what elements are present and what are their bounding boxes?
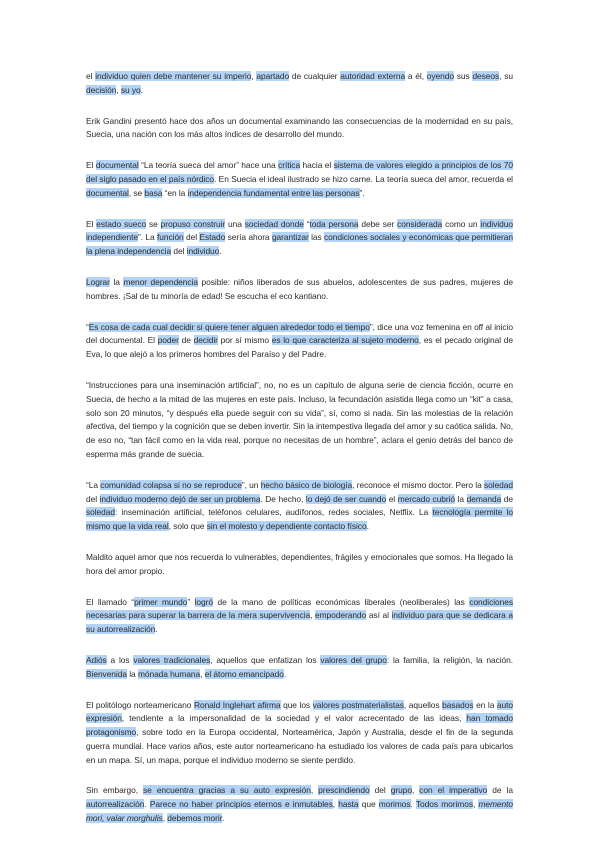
highlighted-text: sociedad donde	[244, 218, 304, 229]
text-segment: Sin embargo,	[86, 785, 144, 796]
highlighted-text: han tomado protagonismo	[86, 713, 513, 738]
highlighted-text: individuo independiente	[86, 218, 513, 243]
highlighted-text: individuo	[186, 246, 220, 257]
text-segment: ,	[162, 813, 168, 824]
highlighted-text: empoderando	[315, 610, 367, 621]
text-segment: Erik Gandini presentó hace dos años un documental examinando las consecuencias de la modernidad en su país, Suecia, una nación con los más altos índices de desarrollo del mundo.	[86, 115, 513, 140]
text-segment: de cualquier	[289, 71, 341, 81]
text-segment: “Instrucciones para una inseminación artificial”, no, no es un capítulo de alguna serie de ciencia ficción, ocurre en Suecia, de hecho a la mitad de las mujeres en este país. Incluso, la fecundación asistida llega como un “kit” a casa, solo son 20 minutos, “y después ella puede seguir con su vida”, sí, como si nada. Sin las molestias de la relación afectiva, del tiempo y la cognición que se deben invertir. Sin la intempestiva llegada del amor y su caótica salida. No, de eso no, “tan fácil como en la vida real, porque no necesitas de un hombre”, aclara el genio detrás del banco de esperma más grande de suecia.	[86, 379, 513, 459]
highlighted-text: valores postmaterialistas	[312, 699, 404, 710]
text-segment: ,	[472, 799, 479, 810]
text-segment: El	[86, 160, 96, 171]
highlighted-text: autoridad externa	[340, 71, 406, 81]
highlighted-text: decisión	[86, 84, 117, 95]
text-segment: , aquellos	[403, 699, 443, 710]
text-segment: que	[358, 799, 379, 810]
text-segment: del	[86, 493, 100, 504]
highlighted-text: propuso construir	[160, 218, 226, 229]
text-segment: .	[155, 624, 158, 635]
text-segment: .	[366, 521, 369, 532]
text-segment: , es el pecado original de Eva, lo que alejó a los primeros hombres del Paraíso y del Padre.	[86, 335, 513, 360]
text-segment: .	[410, 799, 416, 810]
paragraph	[86, 654, 513, 682]
text-segment: ”, un	[241, 479, 261, 490]
text-segment: el	[386, 493, 398, 504]
paragraph	[86, 479, 513, 534]
text-segment: hacia el	[300, 160, 334, 171]
text-segment: ,	[310, 610, 316, 621]
text-segment: El politólogo norteamericano	[86, 699, 194, 710]
text-segment: El	[86, 218, 97, 229]
paragraph	[86, 784, 513, 825]
highlighted-text: documental	[86, 187, 129, 198]
text-segment: “La teoría sueca del amor” hace una	[138, 160, 279, 171]
text-segment: a los	[106, 654, 134, 665]
highlighted-text: deseos	[472, 71, 500, 81]
highlighted-text: basa	[144, 187, 163, 198]
text-segment: ,	[310, 785, 319, 796]
text-segment: .	[219, 246, 222, 257]
highlighted-text: prescindiendo	[318, 785, 370, 796]
text-segment: “en la	[162, 187, 188, 198]
highlighted-text: autorrealización	[86, 799, 145, 810]
highlighted-text: mercado cubrió	[397, 493, 456, 504]
paragraph	[86, 321, 513, 362]
text-segment: , solo que	[168, 521, 207, 532]
highlighted-text: Ronald Inglehart afirma	[193, 699, 281, 710]
highlighted-text: soledad	[86, 507, 115, 518]
text-segment: las	[308, 232, 325, 243]
highlighted-text: decidir	[193, 335, 218, 346]
highlighted-text: soledad	[484, 479, 514, 490]
highlighted-text: individuo quien debe mantener su imperio	[95, 71, 252, 81]
paragraph	[86, 699, 513, 768]
text-segment: ,	[411, 785, 420, 796]
highlighted-text: Parece no haber principios eternos e inmutables	[149, 799, 333, 810]
highlighted-text: Estado	[199, 232, 226, 243]
text-segment: la	[126, 668, 138, 679]
highlighted-text: menor dependencia	[123, 276, 198, 287]
text-segment: a él,	[405, 71, 427, 81]
text-segment: “La	[86, 479, 101, 490]
highlighted-text: documental	[95, 160, 139, 171]
highlighted-text: morimos	[378, 799, 411, 810]
highlighted-text: condiciones necesarias para superar la barrera de la mera supervivencia	[86, 596, 513, 621]
highlighted-text: independencia fundamental entre las personas	[187, 187, 360, 198]
highlighted-text: considerada	[397, 218, 443, 229]
highlighted-text: oyendo	[426, 71, 454, 81]
text-segment: ,	[116, 84, 121, 95]
text-segment: del	[171, 246, 187, 257]
highlighted-text: apartado	[256, 71, 290, 81]
text-segment: Maldito aquel amor que nos recuerda lo vulnerables, dependientes, frágiles y emocionales que somos. Ha llegado la hora del amor propio.	[86, 551, 513, 576]
text-segment: . En Suecia el ideal ilustrado se hizo carne. La teoría sueca del amor, recuerda el	[214, 173, 513, 184]
highlighted-text: poder	[157, 335, 179, 346]
text-segment: como un	[442, 218, 481, 229]
paragraph	[86, 159, 513, 200]
paragraph	[86, 551, 513, 579]
highlighted-text: toda persona	[309, 218, 359, 229]
highlighted-text: Adiós	[86, 654, 107, 665]
text-segment: .	[144, 799, 150, 810]
highlighted-text: con el imperativo	[419, 785, 488, 796]
paragraph	[86, 379, 513, 462]
text-segment: : inseminación artificial, teléfonos celulares, audífonos, redes sociales, Netflix. La	[115, 507, 433, 518]
text-segment: El llamado “	[86, 596, 135, 607]
text-segment: ”.	[359, 187, 365, 198]
text-segment: en la	[473, 699, 497, 710]
text-segment: que los	[280, 699, 313, 710]
highlighted-text: condiciones sociales y económicas que permitieran la plena independencia	[86, 232, 513, 257]
paragraph	[86, 276, 513, 304]
highlighted-text: demanda	[466, 493, 502, 504]
text-segment: “	[303, 218, 310, 229]
text-segment: de la mano de políticas económicas liberales (neoliberales) las	[212, 596, 470, 607]
highlighted-text: auto expresión	[86, 699, 513, 724]
text-segment: por sí mismo	[217, 335, 272, 346]
text-segment: la	[109, 276, 124, 287]
highlighted-text: basados	[442, 699, 474, 710]
highlighted-text: mónada humana	[137, 668, 201, 679]
text-segment: ,	[332, 799, 339, 810]
highlighted-text: debemos morir	[167, 813, 222, 824]
text-segment: , aquellos que enfatizan los	[210, 654, 321, 665]
text-segment: ”	[187, 596, 195, 607]
text-segment: la	[455, 493, 467, 504]
highlighted-text: logró	[194, 596, 213, 607]
highlighted-text: valores del grupo	[320, 654, 387, 665]
highlighted-text: es lo que caracteriza al sujeto moderno	[271, 335, 419, 346]
text-segment: “	[86, 321, 89, 332]
highlighted-text: individuo moderno dejó de ser un problema	[99, 493, 261, 504]
highlighted-text: el átomo emancipado	[204, 668, 284, 679]
highlighted-text: Todos morimos	[415, 799, 473, 810]
text-segment: .	[140, 84, 143, 95]
text-segment: de	[178, 335, 194, 346]
paragraph	[86, 218, 513, 259]
text-segment: ”. La	[137, 232, 157, 243]
text-segment: : la familia, la religión, la nación.	[386, 654, 514, 665]
text-segment: .	[222, 813, 225, 824]
paragraph	[86, 115, 513, 143]
text-segment: del	[369, 785, 391, 796]
text-segment: del	[183, 232, 200, 243]
text-segment: de la	[487, 785, 513, 796]
text-segment: . De hecho,	[260, 493, 306, 504]
text-segment: , se	[128, 187, 145, 198]
highlighted-text: tecnología permite lo mismo que la vida real	[86, 507, 513, 532]
highlighted-text: hasta	[338, 799, 359, 810]
highlighted-text: sin el molesto y dependiente contacto físico	[206, 521, 367, 532]
highlighted-text: Bienvenida	[86, 668, 127, 679]
text-segment: ,	[200, 668, 205, 679]
highlighted-text: su yo	[120, 84, 141, 95]
highlighted-text: memento mori, valar morghulis	[86, 799, 514, 824]
text-segment: , su	[499, 71, 513, 81]
text-segment: sería ahora	[225, 232, 272, 243]
paragraph	[86, 596, 513, 637]
paragraph	[86, 70, 513, 98]
highlighted-text: garantizar	[271, 232, 309, 243]
text-segment: sus	[453, 71, 473, 81]
text-segment: ”, dice una voz femenina en off al inicio del documental. El	[86, 321, 513, 346]
highlighted-text: Es cosa de cada cual decidir si quiere tener alguien alrededor todo el tiempo	[88, 321, 370, 332]
text-segment: debe ser	[358, 218, 398, 229]
highlighted-text: individuo para que se dedicara a su autorrealización	[86, 610, 513, 635]
highlighted-text: primer mundo	[134, 596, 188, 607]
highlighted-text: se encuentra gracias a su auto expresión	[143, 785, 311, 796]
text-segment: posible: niños liberados de sus abuelos, adolescentes de sus padres, mujeres de hombres. ¡Sal de tu minoría de edad! Se escucha el eco kantiano.	[86, 276, 513, 301]
text-segment: una	[225, 218, 245, 229]
text-segment: ,	[251, 71, 257, 81]
text-segment: , reconoce el mismo doctor. Pero la	[352, 479, 485, 490]
highlighted-text: lo dejó de ser cuando	[305, 493, 387, 504]
highlighted-text: función	[157, 232, 184, 243]
highlighted-text: hecho básico de biología	[260, 479, 353, 490]
highlighted-text: Lograr	[86, 276, 110, 287]
text-segment: , sobre todo en la Europa occidental, Norteamérica, Japón y Australia, desde el fin de la segunda guerra mundial. Hace varios años, este autor norteamericano ha estudiado los valores de cada país para ubicarlos en un mapa. Sí, un mapa, porque el individuo moderno se siente perdido.	[86, 727, 513, 765]
text-segment: de	[501, 493, 513, 504]
highlighted-text: sistema de valores elegido a principios de los 70 del siglo pasado en el país nórdico	[86, 160, 513, 184]
text-segment: el	[86, 71, 96, 81]
highlighted-text: grupo	[390, 785, 412, 796]
text-segment: se	[146, 218, 161, 229]
text-segment: .	[283, 668, 287, 679]
text-segment: así al	[366, 610, 392, 621]
highlighted-text: estado sueco	[96, 218, 147, 229]
highlighted-text: valores tradicionales	[133, 654, 211, 665]
text-segment: , tendiente a la impersonalidad de la sociedad y el valor acrecentado de las ideas,	[121, 713, 467, 724]
highlighted-text: comunidad colapsa si no se reproduce	[100, 479, 242, 490]
highlighted-text: crítica	[278, 160, 301, 171]
